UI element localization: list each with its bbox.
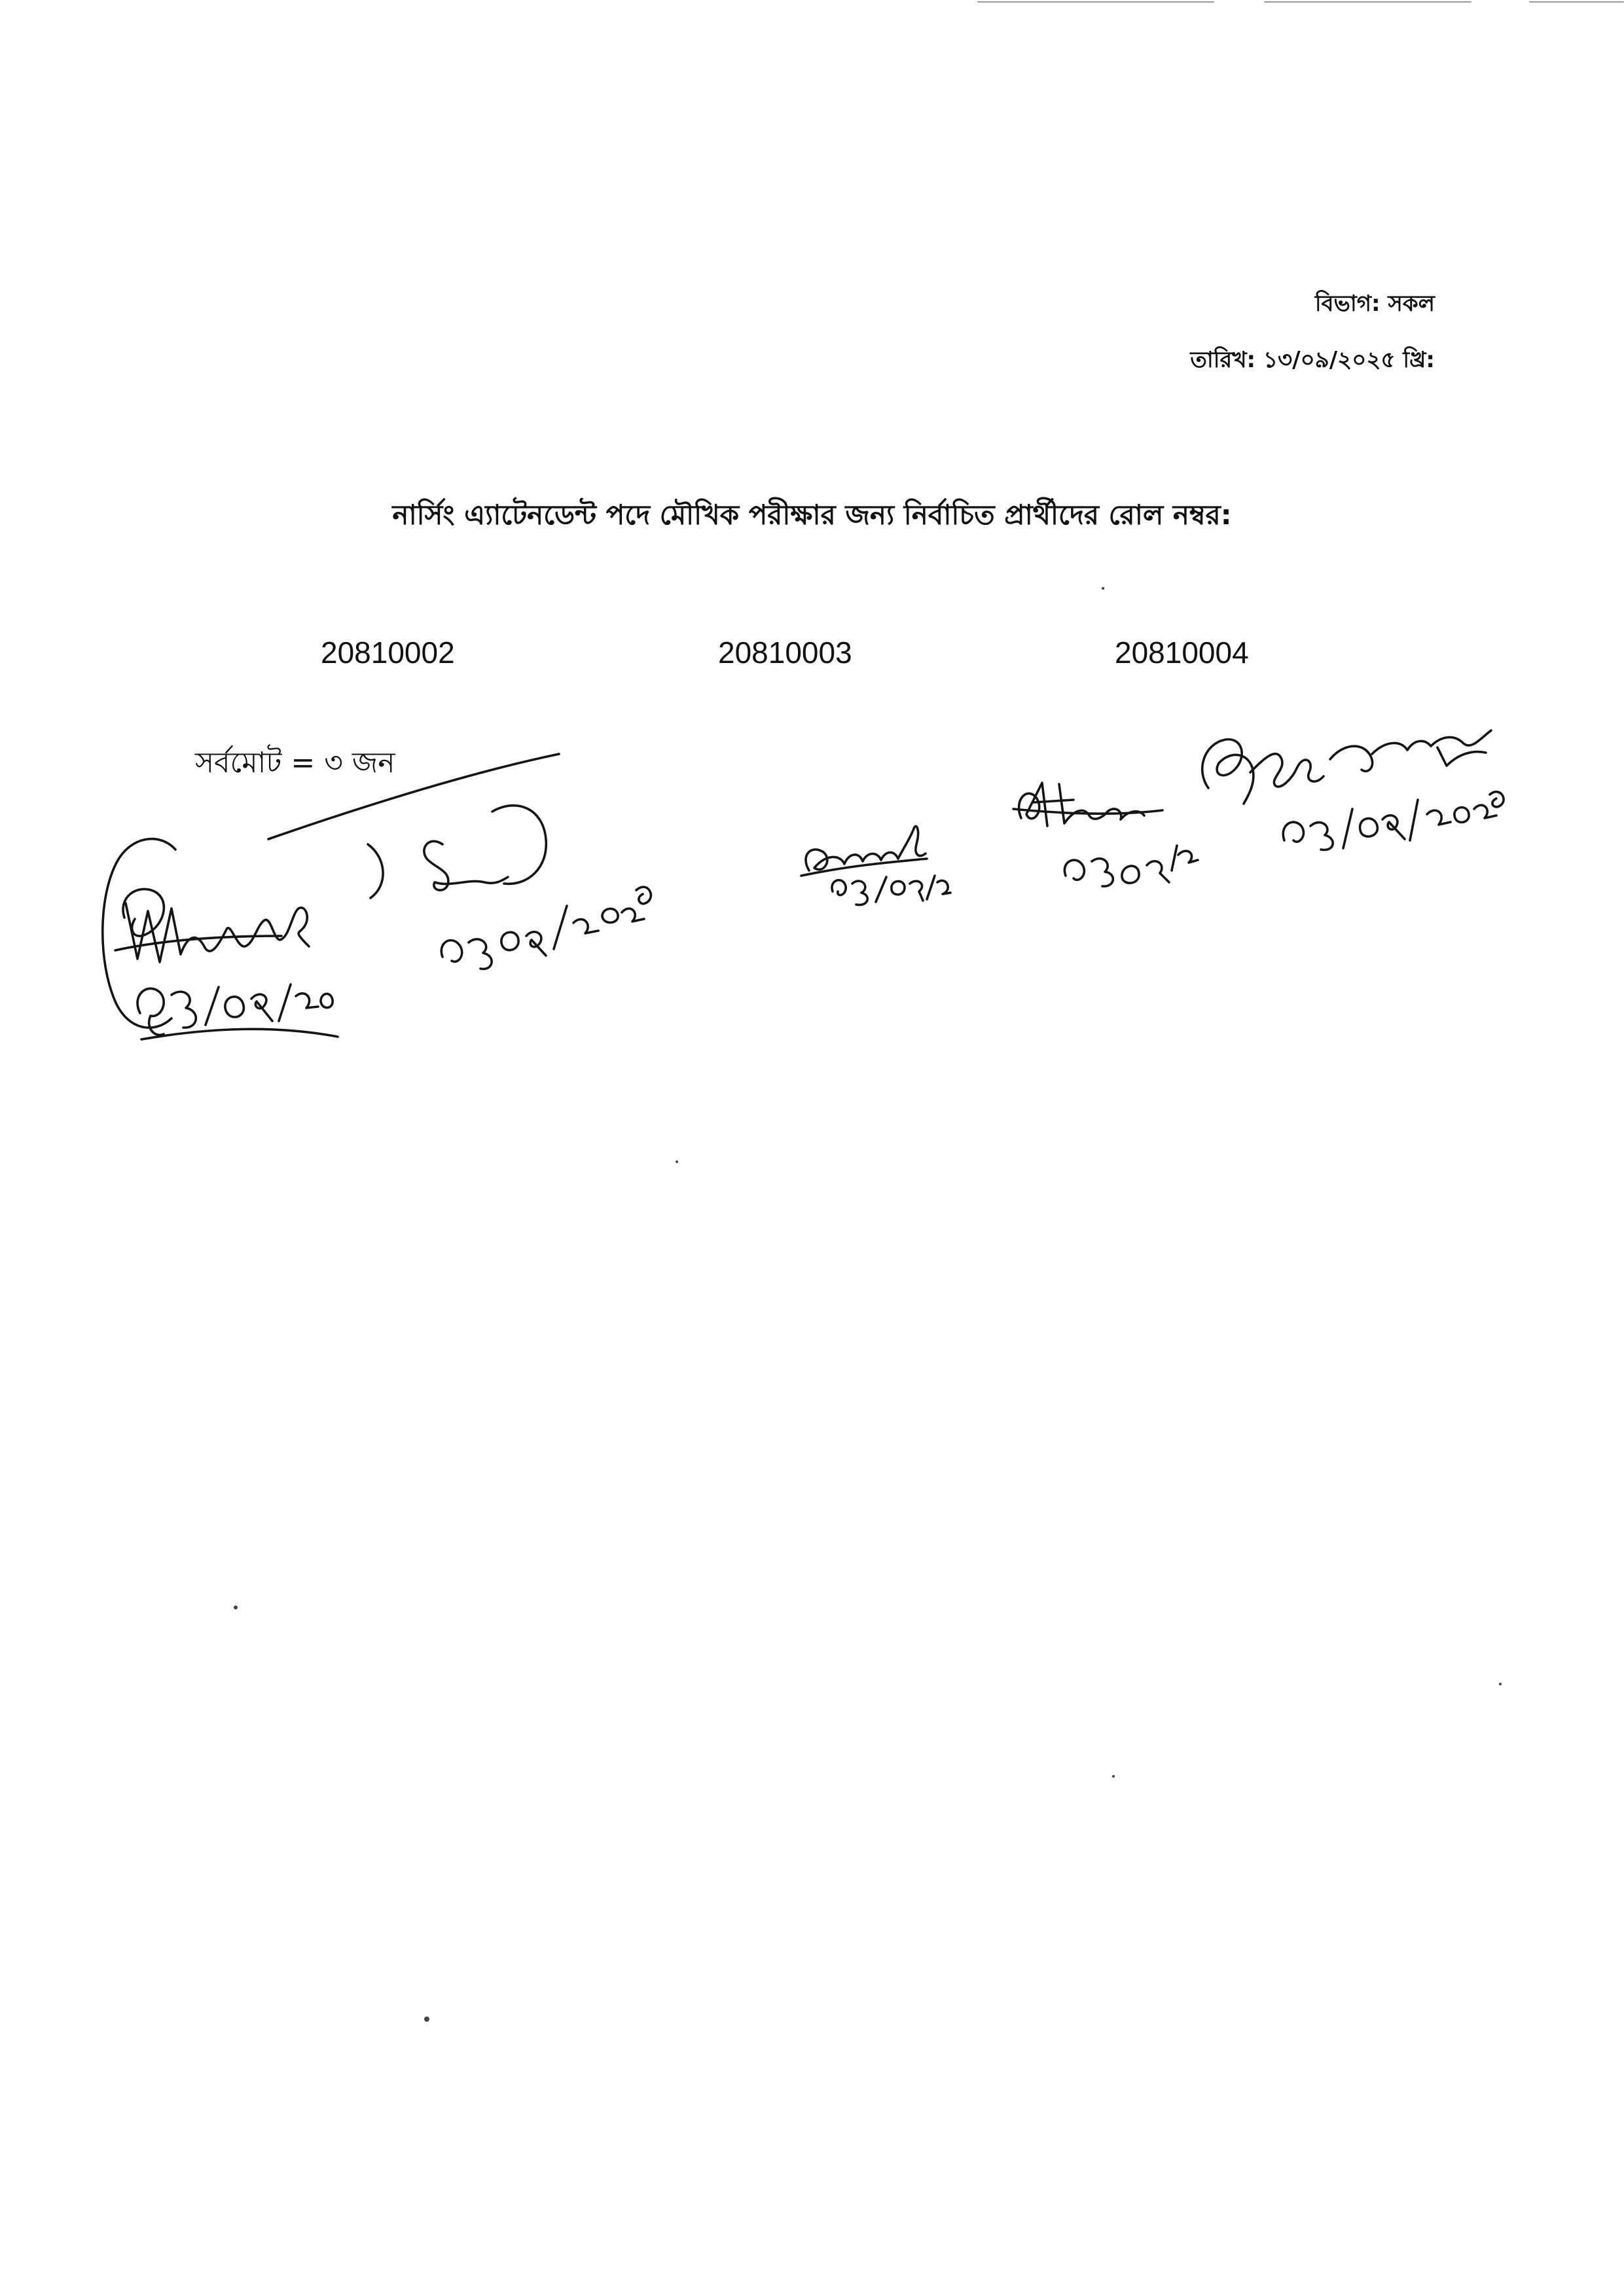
scan-dot — [234, 1605, 238, 1609]
signature-1 — [103, 839, 338, 1039]
signature-3 — [801, 826, 950, 905]
roll-number: 20810003 — [718, 636, 852, 670]
scan-dot — [1499, 1683, 1502, 1685]
scan-dot — [1102, 587, 1104, 590]
page-title: নার্সিং এ্যাটেনডেন্ট পদে মৌখিক পরীক্ষার জন্য নির্বাচিত প্রার্থীদের রোল নম্বর: — [392, 499, 1232, 531]
scan-dot — [676, 1160, 678, 1163]
scan-dot — [1112, 1775, 1115, 1778]
signature-5 — [1202, 730, 1504, 850]
scan-dot — [424, 2017, 429, 2022]
roll-number: 20810004 — [1115, 636, 1249, 670]
signature-2 — [368, 806, 651, 969]
date-label: তারিখ: ১৩/০৯/২০২৫ খ্রি: — [1190, 347, 1435, 373]
signature-4 — [1013, 783, 1198, 886]
department-label: বিভাগ: সকল — [1314, 291, 1435, 317]
roll-number: 20810002 — [321, 636, 455, 670]
total-count: সর্বমোট = ৩ জন — [195, 746, 395, 780]
